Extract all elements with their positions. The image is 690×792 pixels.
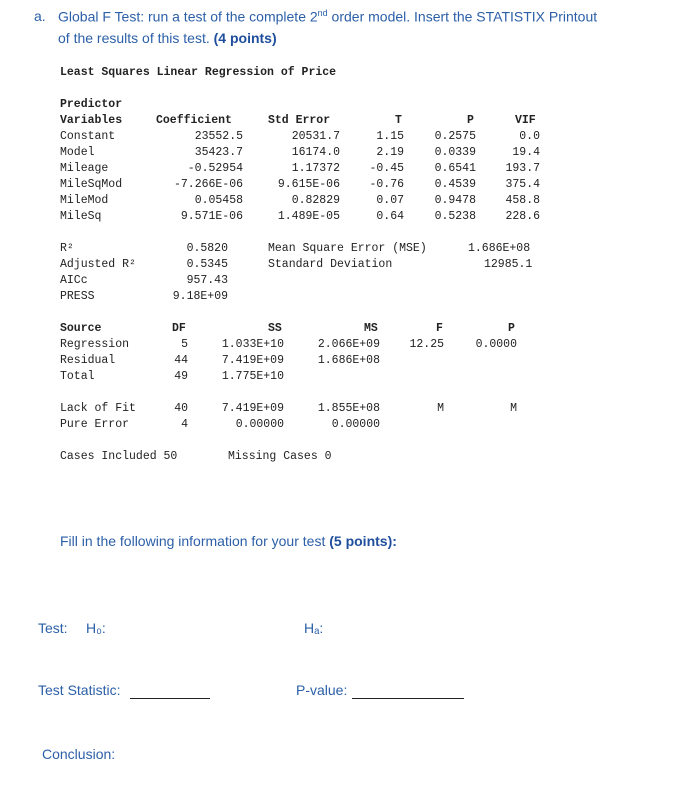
anova-f: 12.25 — [409, 338, 444, 351]
stat-value: 9.18E+09 — [172, 290, 228, 303]
coef-t-value: 0.07 — [376, 194, 404, 207]
anova-col-p: P — [508, 322, 515, 335]
coef-variable: MileSq — [60, 210, 102, 223]
coef-std-error: 16174.0 — [291, 146, 340, 159]
anova-ss: 1.775E+10 — [221, 370, 284, 383]
stat-value: 0.5345 — [186, 258, 228, 271]
anova-col-ms: MS — [364, 322, 378, 335]
coef-p-value: 0.5238 — [434, 210, 476, 223]
coef-coefficient: 23552.5 — [194, 130, 243, 143]
test-label: Test: — [38, 620, 68, 636]
lof-ms: 1.855E+08 — [317, 402, 380, 415]
question-text-2: of the results of this test. — [58, 30, 210, 46]
col-std-error: Std Error — [268, 114, 331, 127]
anova-ms: 2.066E+09 — [317, 338, 380, 351]
coef-p-value: 0.4539 — [434, 178, 476, 191]
coef-vif: 375.4 — [505, 178, 540, 191]
p-value-blank[interactable] — [352, 681, 464, 699]
lof-f: M — [437, 402, 444, 415]
stat-value: 0.5820 — [186, 242, 228, 255]
coef-t-value: -0.76 — [369, 178, 404, 191]
coef-p-value: 0.2575 — [434, 130, 476, 143]
lof-df: 40 — [174, 402, 188, 415]
coef-variable: Mileage — [60, 162, 109, 175]
ordinal-suffix: nd — [317, 8, 328, 18]
coef-p-value: 0.9478 — [434, 194, 476, 207]
coef-variable: Constant — [60, 130, 116, 143]
sd-value: 12985.1 — [484, 258, 533, 271]
lof-df: 4 — [181, 418, 188, 431]
coef-coefficient: -7.266E-06 — [173, 178, 243, 191]
anova-df: 5 — [181, 338, 188, 351]
ha-label: Hₐ: — [304, 620, 324, 636]
coef-std-error: 1.489E-05 — [277, 210, 340, 223]
coef-std-error: 20531.7 — [291, 130, 340, 143]
coef-coefficient: 35423.7 — [194, 146, 243, 159]
col-vif: VIF — [515, 114, 536, 127]
coef-p-value: 0.6541 — [434, 162, 476, 175]
question-line-2 — [58, 30, 277, 46]
p-value-label: P-value: — [296, 682, 348, 698]
coef-coefficient: 9.571E-06 — [180, 210, 243, 223]
coef-t-value: -0.45 — [369, 162, 404, 175]
coef-vif: 0.0 — [519, 130, 540, 143]
printout-title: Least Squares Linear Regression of Price — [60, 66, 337, 79]
lof-ms: 0.00000 — [331, 418, 380, 431]
col-variables: Variables — [60, 114, 123, 127]
question-points: (4 points) — [213, 30, 277, 46]
question-line-1 — [58, 8, 597, 25]
sd-label: Standard Deviation — [268, 258, 393, 271]
coef-std-error: 9.615E-06 — [277, 178, 340, 191]
coef-vif: 228.6 — [505, 210, 540, 223]
coef-vif: 458.8 — [505, 194, 540, 207]
coef-t-value: 1.15 — [376, 130, 404, 143]
col-coefficient: Coefficient — [156, 114, 232, 127]
cases-included: Cases Included 50 — [60, 450, 178, 463]
question-text-rest: order model. Insert the STATISTIX Printout — [327, 8, 598, 25]
h0-label: H₀: — [86, 620, 106, 636]
anova-source: Regression — [60, 338, 130, 351]
anova-col-df: DF — [172, 322, 186, 335]
question-number: a. — [34, 8, 46, 24]
coef-std-error: 0.82829 — [291, 194, 340, 207]
coef-vif: 193.7 — [505, 162, 540, 175]
stat-label: PRESS — [60, 290, 95, 303]
lof-ss: 0.00000 — [235, 418, 284, 431]
test-statistic-blank[interactable] — [130, 681, 210, 699]
coef-p-value: 0.0339 — [434, 146, 476, 159]
lof-ss: 7.419E+09 — [221, 402, 284, 415]
coef-variable: MileSqMod — [60, 178, 123, 191]
fill-in-points: (5 points): — [329, 533, 397, 549]
lof-p: M — [510, 402, 517, 415]
anova-col-source: Source — [60, 322, 102, 335]
coef-t-value: 0.64 — [376, 210, 404, 223]
anova-col-ss: SS — [268, 322, 282, 335]
mse-label: Mean Square Error (MSE) — [268, 242, 427, 255]
anova-ms: 1.686E+08 — [317, 354, 380, 367]
anova-ss: 1.033E+10 — [221, 338, 284, 351]
conclusion-label: Conclusion: — [42, 746, 116, 762]
test-statistic-label: Test Statistic: — [38, 682, 121, 698]
anova-col-f: F — [436, 322, 443, 335]
anova-df: 49 — [174, 370, 188, 383]
mse-value: 1.686E+08 — [468, 242, 531, 255]
col-t: T — [395, 114, 402, 127]
coef-t-value: 2.19 — [376, 146, 404, 159]
coef-coefficient: 0.05458 — [194, 194, 243, 207]
stat-label: AICc — [60, 274, 88, 287]
coef-vif: 19.4 — [512, 146, 540, 159]
anova-source: Total — [60, 370, 95, 383]
anova-df: 44 — [174, 354, 188, 367]
stat-label: R² — [60, 242, 74, 255]
lof-source: Lack of Fit — [60, 402, 136, 415]
predictor-label: Predictor — [60, 98, 123, 111]
fill-in-title — [60, 533, 397, 549]
coef-variable: MileMod — [60, 194, 109, 207]
question-text: Global F Test: run a test of the complete 2 — [58, 8, 318, 25]
lof-source: Pure Error — [60, 418, 130, 431]
anova-source: Residual — [60, 354, 116, 367]
coef-std-error: 1.17372 — [291, 162, 340, 175]
stat-value: 957.43 — [186, 274, 228, 287]
fill-in-text: Fill in the following information for your test — [60, 533, 326, 549]
stat-label: Adjusted R² — [60, 258, 136, 271]
coef-variable: Model — [60, 146, 95, 159]
col-p: P — [467, 114, 474, 127]
coef-coefficient: -0.52954 — [187, 162, 243, 175]
anova-ss: 7.419E+09 — [221, 354, 284, 367]
missing-cases: Missing Cases 0 — [228, 450, 332, 463]
anova-p: 0.0000 — [475, 338, 517, 351]
